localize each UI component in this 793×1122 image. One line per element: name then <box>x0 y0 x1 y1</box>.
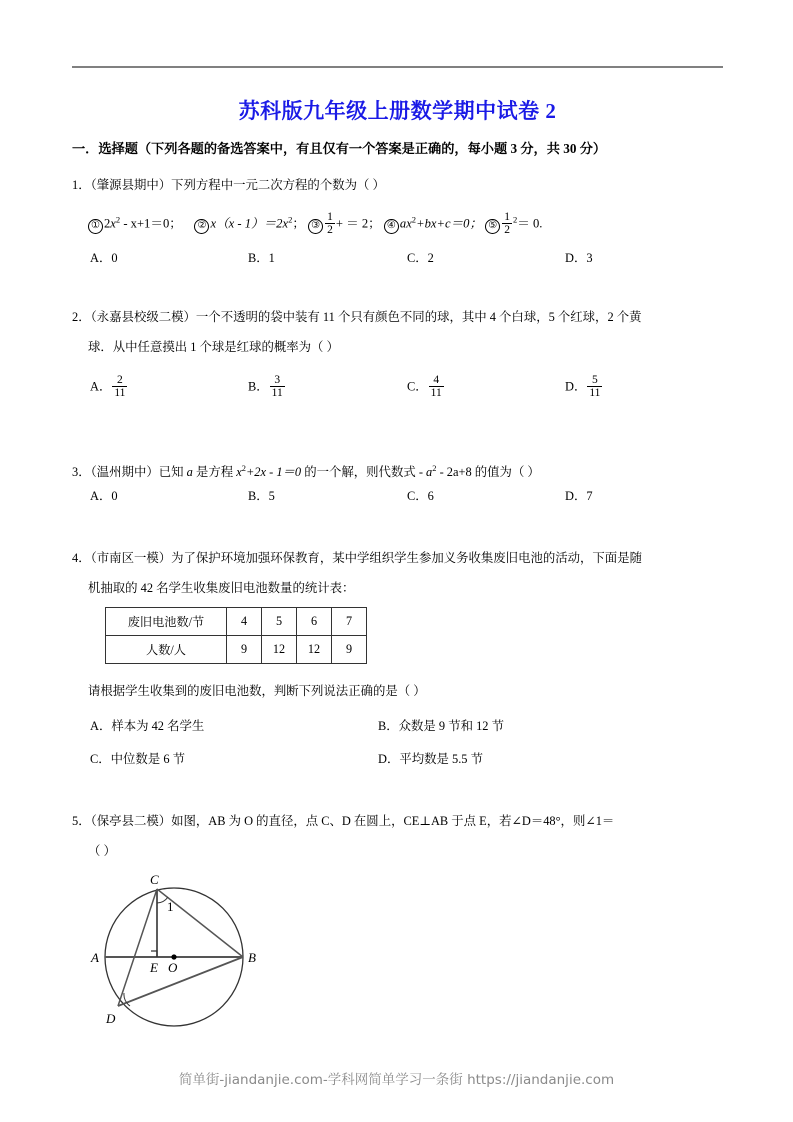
section-heading: 一．选择题（下列各题的备选答案中，有且仅有一个答案是正确的，每小题 3 分，共 30 分） <box>72 141 607 156</box>
table-cell: 6 <box>297 608 332 636</box>
equation-3-denominator: 2 <box>327 224 333 237</box>
question-3-var-a: a <box>186 465 193 480</box>
equation-marker-4: ④ <box>384 219 399 234</box>
question-4-text-line-1: 为了保护环境加强环保教育，某中学组织学生参加义务收集废旧电池的活动，下面是随 <box>171 551 642 565</box>
question-2-text-line-1: 一个不透明的袋中装有 11 个只有颜色不同的球，其中 4 个白球，5 个红球，2 个黄 <box>195 310 642 324</box>
question-3-eq-x: x <box>236 465 242 480</box>
question-3-option-d[interactable]: D．7 <box>565 489 593 503</box>
page-title: 苏科版九年级上册数学期中试卷 2 <box>238 99 557 123</box>
equation-5-numerator: 1 <box>504 211 510 223</box>
question-3-text-c: 的一个解，则代数式 - <box>301 465 427 480</box>
statistics-table <box>105 607 367 664</box>
question-5-text-line-1: 如图，AB 为 O 的直径，点 C、D 在圆上，CE⊥AB 于点 E，若∠D＝48°，则∠1＝ <box>171 814 615 828</box>
table-cell: 9 <box>227 636 262 664</box>
question-3-text-b: 是方程 <box>192 465 237 480</box>
question-3-number: 3 <box>72 465 79 480</box>
equation-1-coef: 2 <box>104 216 111 231</box>
table-cell: 5 <box>262 608 297 636</box>
question-4-number: 4 <box>72 551 79 565</box>
option-c-fraction: $\frac{4}{11}$ <box>430 374 442 400</box>
circle-geometry-figure <box>80 865 310 1065</box>
question-1-option-b[interactable]: B．1 <box>248 251 275 265</box>
table-cell: 12 <box>262 636 297 664</box>
question-3-option-a[interactable]: A．0 <box>90 489 118 503</box>
table-row-label: 废旧电池数/节 <box>106 608 227 636</box>
option-b-fraction: $\frac{3}{11}$ <box>271 374 283 400</box>
table-cell: 4 <box>227 608 262 636</box>
question-3-stem: 3．（温州期中）已知 a 是方程 $x^2+2x - 1=0$ 的一个解，则代数式 - $a^2 - 2a+8$ 的值为（ ） <box>72 463 540 480</box>
question-4-option-a[interactable]: A．样本为 42 名学生 <box>90 719 205 733</box>
question-2-option-a[interactable]: A． $\frac{2}{11}$ <box>90 374 126 400</box>
table-row <box>106 636 367 664</box>
table-cell: 9 <box>332 636 367 664</box>
equation-3-fraction <box>325 211 335 236</box>
equation-2-tail: ； <box>292 216 305 231</box>
question-4-option-b[interactable]: B．众数是 9 节和 12 节 <box>378 719 504 733</box>
option-d-fraction: $\frac{5}{11}$ <box>589 374 601 400</box>
label-C: C <box>150 872 159 887</box>
equation-5-exp: 2 <box>512 214 518 225</box>
label-E: E <box>150 960 158 975</box>
question-4-text-line-3: 请根据学生收集到的废旧电池数，判断下列说法正确的是（ ） <box>88 684 426 698</box>
question-3-var-b: a <box>426 465 433 480</box>
question-3-option-c[interactable]: C．6 <box>407 489 434 503</box>
question-3-eq-exp: 2 <box>241 463 246 473</box>
question-5-source: （保亭县二模） <box>90 814 172 828</box>
label-O: O <box>168 960 178 975</box>
table-cell: 7 <box>332 608 367 636</box>
equation-2-exp: 2 <box>288 214 293 225</box>
geometry-diagram-svg <box>80 865 310 1065</box>
question-3-text-a: 已知 <box>158 465 187 480</box>
question-2-option-b[interactable]: B． $\frac{3}{11}$ <box>248 374 283 400</box>
equation-5-denominator: 2 <box>504 224 510 237</box>
question-3-option-b[interactable]: B．5 <box>248 489 275 503</box>
line-CD <box>118 889 157 1006</box>
question-2-number: 2 <box>72 310 79 324</box>
question-1-number: 1 <box>72 178 79 192</box>
equation-5-tail: ＝ 0. <box>517 216 543 231</box>
question-5-text-line-2: （ ） <box>88 844 116 859</box>
equation-4-body: ax <box>399 216 412 231</box>
label-A: A <box>91 950 99 965</box>
equation-2-body: x（x - 1）＝2x <box>210 216 289 231</box>
line-DB <box>118 957 243 1006</box>
question-4-text-line-2: 机抽取的 42 名学生收集废旧电池数量的统计表： <box>88 581 355 596</box>
option-a-fraction: $\frac{2}{11}$ <box>114 374 126 400</box>
equation-marker-3: ③ <box>308 219 323 234</box>
question-2-option-c[interactable]: C． $\frac{4}{11}$ <box>407 374 442 400</box>
question-1-source: （肇源县期中） <box>90 178 172 192</box>
equation-marker-2: ② <box>194 219 209 234</box>
question-1-equations <box>88 212 738 237</box>
center-point-O-dot <box>171 954 176 959</box>
question-4-option-c[interactable]: C．中位数是 6 节 <box>90 752 185 766</box>
label-D: D <box>106 1011 116 1026</box>
equation-5-fraction <box>502 211 512 236</box>
question-3-var-b-exp: 2 <box>432 463 437 473</box>
label-angle-1: 1 <box>167 899 174 914</box>
equation-marker-5: ⑤ <box>485 219 500 234</box>
question-4-stem: 4．（市南区一模）为了保护环境加强环保教育，某中学组织学生参加义务收集废旧电池的活动，下面是随 机抽取的 42 名学生收集废旧电池数量的统计表： <box>72 549 732 598</box>
question-3-text-d: - 2a+8 的值为（ ） <box>436 465 540 480</box>
question-1-option-c[interactable]: C．2 <box>407 251 434 265</box>
footer-watermark: 简单街-jiandanjie.com-学科网简单学习一条街 https://jiandanjie.com <box>178 1072 615 1088</box>
label-B: B <box>248 950 256 965</box>
header-divider <box>72 66 723 68</box>
equation-3-numerator: 1 <box>327 211 333 223</box>
question-4-stem-continued <box>72 682 732 701</box>
equation-1-exp: 2 <box>115 214 121 225</box>
question-1-text: 下列方程中一元二次方程的个数为（ ） <box>171 178 385 192</box>
question-1-option-d[interactable]: D．3 <box>565 251 593 265</box>
question-5-number: 5 <box>72 814 79 828</box>
question-1-option-a[interactable]: A．0 <box>90 251 118 265</box>
equation-1-tail: - x+1＝0； <box>120 216 182 231</box>
question-2-option-d[interactable]: D． $\frac{5}{11}$ <box>565 374 601 400</box>
equation-4-tail: +bx+c＝0； <box>416 216 483 231</box>
table-row <box>106 608 367 636</box>
question-2-text-line-2: 球．从中任意摸出 1 个球是红球的概率为（ ） <box>88 340 339 355</box>
question-5-stem: 5．（保亭县二模）如图，AB 为 O 的直径，点 C、D 在圆上，CE⊥AB 于点 E，若∠D＝48°，则∠1＝ （ ） <box>72 812 732 861</box>
equation-3-tail: + ＝ 2； <box>335 216 381 231</box>
equation-marker-1: ① <box>88 219 103 234</box>
question-1-stem: 1．（肇源县期中）下列方程中一元二次方程的个数为（ ） <box>72 178 385 192</box>
question-2-stem: 2．（永嘉县校级二模）一个不透明的袋中装有 11 个只有颜色不同的球，其中 4 个白球，5 个红球，2 个黄 球．从中任意摸出 1 个球是红球的概率为（ ） <box>72 308 732 357</box>
table-row-label: 人数/人 <box>106 636 227 664</box>
question-4-option-d[interactable]: D．平均数是 5.5 节 <box>378 752 483 766</box>
question-2-source: （永嘉县校级二模） <box>90 310 196 324</box>
equation-4-exp: 2 <box>411 214 417 225</box>
equation-1-var: x <box>110 216 116 231</box>
question-3-source: （温州期中） <box>90 465 159 480</box>
table-cell: 12 <box>297 636 332 664</box>
question-3-eq-rest: +2x - 1＝0 <box>245 465 302 480</box>
question-4-source: （市南区一模） <box>90 551 172 565</box>
